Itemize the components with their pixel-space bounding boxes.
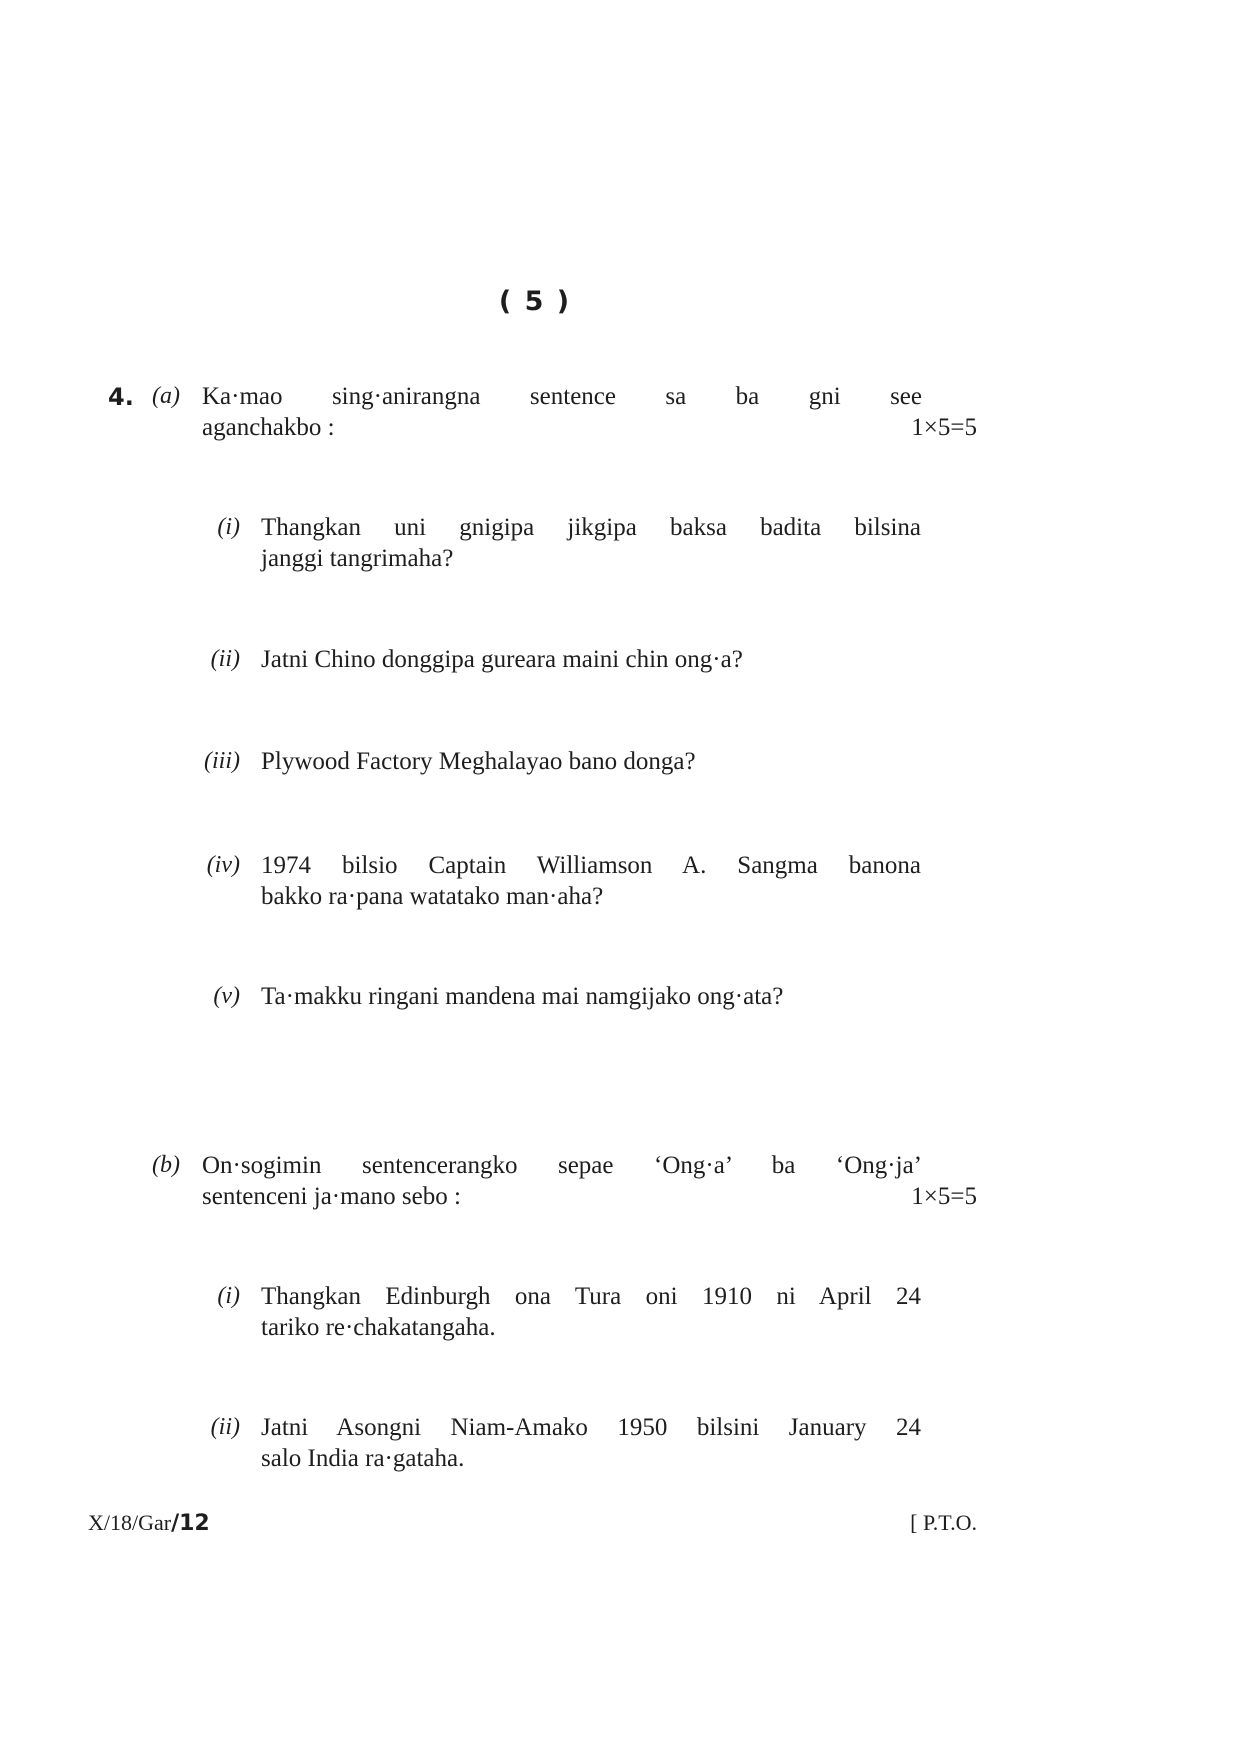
part-b-marks: 1×5=5 [911, 1183, 977, 1210]
part-b-item-1-line2: tariko re·chakatangaha. [261, 1314, 496, 1341]
part-b-item-2-line1: Jatni Asongni Niam-Amako 1950 bilsini January 24 [261, 1414, 921, 1441]
part-b-label: (b) [152, 1152, 180, 1178]
pto-label: [ P.T.O. [910, 1510, 977, 1535]
part-a-item-4 [261, 850, 921, 912]
part-b-item-2 [261, 1412, 921, 1474]
part-a-label: (a) [152, 383, 180, 409]
part-a-item-4-label: (iv) [206, 852, 240, 878]
part-a-item-5-label: (v) [213, 983, 240, 1009]
part-a-item-1-line2: janggi tangrimaha? [261, 545, 454, 572]
part-a-marks: 1×5=5 [911, 414, 977, 441]
part-a-item-1-line1: Thangkan uni gnigipa jikgipa baksa badita bilsina [261, 514, 921, 541]
part-b-item-1-line1: Thangkan Edinburgh ona Tura oni 1910 ni April 24 [261, 1283, 921, 1310]
question-number: 4. [108, 383, 134, 411]
part-b-item-2-label: (ii) [210, 1414, 240, 1440]
part-b-item-1-label: (i) [217, 1283, 240, 1309]
part-a-item-5 [261, 981, 921, 1012]
part-a-line2-row [202, 412, 977, 443]
part-a-item-4-line1: 1974 bilsio Captain Williamson A. Sangma banona [261, 852, 921, 879]
part-a-item-3-label: (iii) [204, 748, 240, 774]
part-a-item-2-label: (ii) [210, 646, 240, 672]
part-a-question [202, 381, 977, 443]
part-a-item-5-line1: Ta·makku ringani mandena mai namgijako ong·ata? [261, 983, 784, 1010]
part-a-item-2 [261, 644, 921, 675]
part-a-item-4-line2: bakko ra·pana watatako man·aha? [261, 883, 604, 910]
part-b-item-1 [261, 1281, 921, 1343]
part-a-item-3-line1: Plywood Factory Meghalayao bano donga? [261, 748, 696, 775]
part-a-line2: aganchakbo : [202, 414, 335, 441]
paper-code [88, 1510, 210, 1536]
part-b-line2-row [202, 1181, 977, 1212]
part-b-line1: On·sogimin sentencerangko sepae ‘Ong·a’ ba ‘Ong·ja’ [202, 1152, 922, 1179]
part-b-question [202, 1150, 977, 1212]
part-b-line2: sentenceni ja·mano sebo : [202, 1183, 461, 1210]
page-number: ( 5 ) [498, 286, 572, 317]
part-a-item-2-line1: Jatni Chino donggipa gureara maini chin ong·a? [261, 646, 743, 673]
part-a-item-3 [261, 746, 921, 777]
part-b-item-2-line2: salo India ra·gataha. [261, 1445, 465, 1472]
paper-code-suffix: /12 [171, 1511, 210, 1536]
part-a-line1: Ka·mao sing·anirangna sentence sa ba gni see [202, 383, 922, 410]
part-a-item-1 [261, 512, 921, 574]
paper-code-prefix: X/18/Gar [88, 1510, 172, 1535]
part-a-item-1-label: (i) [217, 514, 240, 540]
